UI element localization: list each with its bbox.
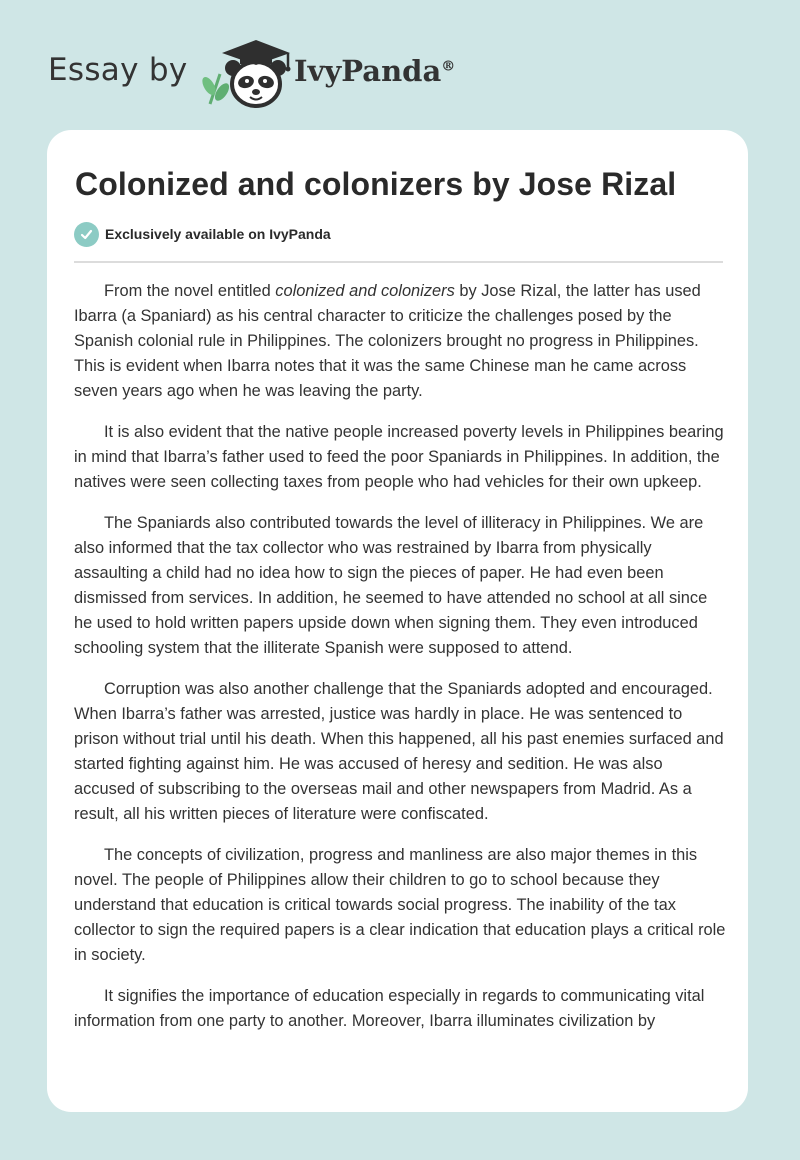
essay-body — [74, 279, 726, 1050]
exclusive-badge — [74, 221, 331, 247]
paragraph: The Spaniards also contributed towards the level of illiteracy in Philippines. We are also informed that the tax collector who was restrained by Ibarra from physically assaulting a child had no idea how to sign the pieces of paper. He had even been dismissed from services. In addition, he seemed to have attended no school at all since he used to hold written papers upside down when signing them. They even introduced schooling system that the illiterate Spanish were supposed to attend. — [74, 514, 708, 657]
paragraph: The concepts of civilization, progress and manliness are also major themes in this novel. The people of Philippines allow their children to go to school because they understand that education is critical towards social progress. The inability of the tax collector to sign the required papers is a clear indication that education plays a critical role in society. — [74, 846, 726, 964]
novel-title: colonized and colonizers — [275, 282, 455, 300]
paragraph: From the novel entitled colonized and colonizers by Jose Rizal, the latter has used Ibarra (a Spaniard) as his central character to criticize the challenges posed by the Spanish colonial rule in Philippines. The colonizers brought no progress in Philippines. This is evident when Ibarra notes that it was the same Chinese man he came across seven years ago when he was leaving the party. — [74, 282, 701, 400]
paragraph: It is also evident that the native people increased poverty levels in Philippines bearing in mind that Ibarra’s father used to feed the poor Spaniards in Philippines. In addition, the natives were seen collecting taxes from people who had vehicles for their own upkeep. — [74, 423, 724, 491]
paragraph: It signifies the importance of education especially in regards to communicating vital information from one party to another. Moreover, Ibarra illuminates civilization by — [74, 987, 705, 1030]
registered-mark: ® — [441, 58, 456, 75]
essay-by-label: Essay by — [48, 52, 188, 88]
essay-card — [47, 130, 748, 1112]
divider — [74, 261, 723, 263]
page-title: Colonized and colonizers by Jose Rizal — [75, 166, 677, 202]
paragraph: Corruption was also another challenge that the Spaniards adopted and encouraged. When Ibarra’s father was arrested, justice was hardly in place. He was sentenced to prison without trial until his death. When this happened, all his past enemies surfaced and started fighting against him. He was accused of heresy and sedition. He was also accused of subscribing to the overseas mail and other newspapers from Madrid. As a result, all his written pieces of literature were confiscated. — [74, 680, 724, 823]
site-header — [48, 34, 548, 114]
check-circle-icon — [74, 222, 99, 247]
exclusive-badge-text: Exclusively available on IvyPanda — [105, 226, 331, 242]
panda-graduation-cap-icon — [200, 34, 292, 110]
brand-name[interactable]: IvyPanda® — [294, 54, 456, 88]
